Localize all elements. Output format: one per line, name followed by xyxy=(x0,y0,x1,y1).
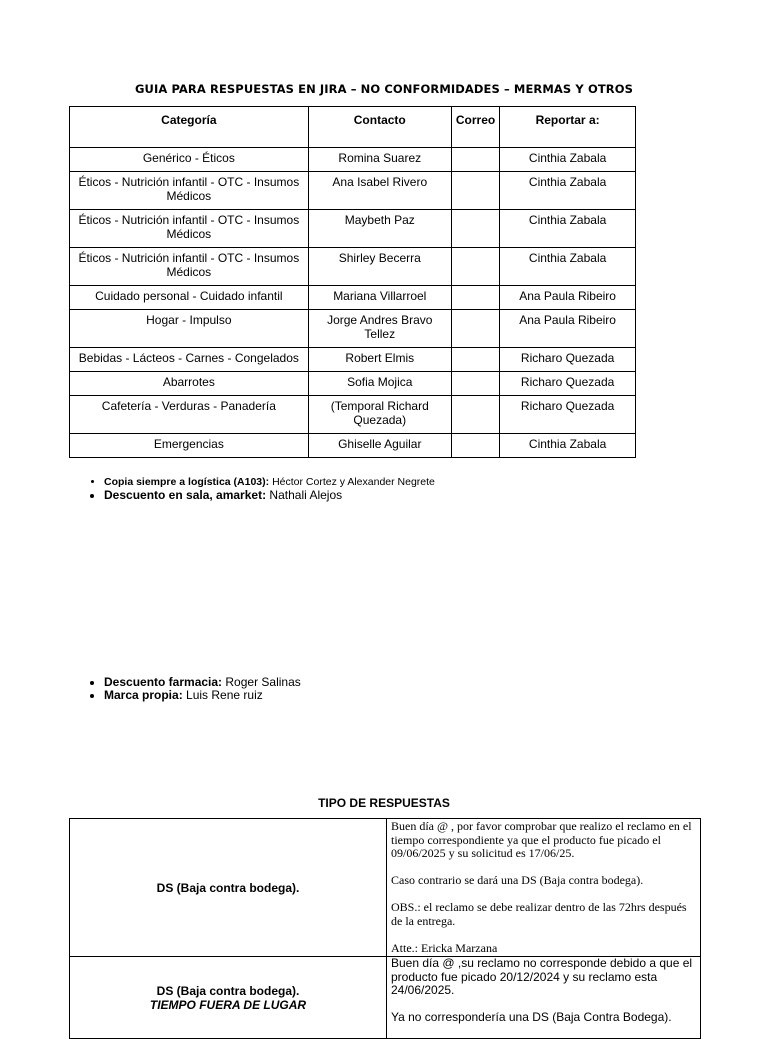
response-type-label xyxy=(70,819,387,957)
cell-contacto: Jorge Andres Bravo Tellez xyxy=(308,310,451,348)
response-template xyxy=(387,819,701,957)
list-item xyxy=(104,689,301,702)
cell-correo xyxy=(451,396,499,434)
note-label: Copia siempre a logística (A103): xyxy=(104,476,270,488)
cell-contacto: (Temporal Richard Quezada) xyxy=(308,396,451,434)
header-contacto: Contacto xyxy=(308,107,451,148)
cell-categoria: Bebidas - Lácteos - Carnes - Congelados xyxy=(70,348,309,372)
cell-reportar: Ana Paula Ribeiro xyxy=(500,310,636,348)
cell-categoria: Cuidado personal - Cuidado infantil xyxy=(70,286,309,310)
cell-reportar: Cinthia Zabala xyxy=(500,172,636,210)
cell-correo xyxy=(451,372,499,396)
header-reportar: Reportar a: xyxy=(500,107,636,148)
response-paragraph: Ya no correspondería una DS (Baja Contra Bodega). xyxy=(391,1010,672,1024)
notes-list-discounts xyxy=(84,676,301,702)
cell-categoria: Emergencias xyxy=(70,434,309,458)
cell-categoria: Éticos - Nutrición infantil - OTC - Insumos Médicos xyxy=(70,210,309,248)
note-label: Marca propia: xyxy=(104,688,183,702)
cell-correo xyxy=(451,286,499,310)
cell-categoria: Cafetería - Verduras - Panadería xyxy=(70,396,309,434)
responses-table xyxy=(69,818,701,1039)
note-value: Héctor Cortez y Alexander Negrete xyxy=(272,476,435,488)
cell-categoria: Éticos - Nutrición infantil - OTC - Insumos Médicos xyxy=(70,172,309,210)
cell-correo xyxy=(451,148,499,172)
response-type-label xyxy=(70,957,387,1039)
cell-reportar: Richaro Quezada xyxy=(500,372,636,396)
response-type-subtitle: TIEMPO FUERA DE LUGAR xyxy=(149,997,307,1012)
cell-categoria: Hogar - Impulso xyxy=(70,310,309,348)
cell-categoria: Genérico - Éticos xyxy=(70,148,309,172)
note-value: Nathali Alejos xyxy=(269,488,343,502)
cell-reportar: Richaro Quezada xyxy=(500,396,636,434)
table-row xyxy=(70,348,636,372)
cell-contacto: Sofia Mojica xyxy=(308,372,451,396)
response-type-title: DS (Baja contra bodega). xyxy=(156,880,300,895)
cell-contacto: Shirley Becerra xyxy=(308,248,451,286)
cell-reportar: Cinthia Zabala xyxy=(500,210,636,248)
cell-contacto: Ghiselle Aguilar xyxy=(308,434,451,458)
cell-correo xyxy=(451,348,499,372)
note-label: Descuento farmacia: xyxy=(104,675,223,689)
cell-reportar: Cinthia Zabala xyxy=(500,148,636,172)
table-row xyxy=(70,248,636,286)
table-row xyxy=(70,148,636,172)
note-value: Roger Salinas xyxy=(225,675,301,689)
response-paragraph: OBS.: el reclamo se debe realizar dentro de las 72hrs después de la entrega. xyxy=(391,900,687,928)
header-categoria: Categoría xyxy=(70,107,309,148)
document-title: GUIA PARA RESPUESTAS EN JIRA – NO CONFORMIDADES – MERMAS Y OTROS xyxy=(135,82,633,96)
response-type-title: DS (Baja contra bodega). xyxy=(156,983,300,998)
cell-reportar: Cinthia Zabala xyxy=(500,248,636,286)
section-title-tipo-respuestas: TIPO DE RESPUESTAS xyxy=(318,796,450,810)
response-paragraph: Buen día @ ,su reclamo no corresponde debido a que el producto fue picado 20/12/2024 y su reclamo esta 24/06/2025. xyxy=(391,956,693,997)
cell-reportar: Cinthia Zabala xyxy=(500,434,636,458)
cell-categoria: Abarrotes xyxy=(70,372,309,396)
table-row xyxy=(70,286,636,310)
response-paragraph: Buen día @ , por favor comprobar que realizo el reclamo en el tiempo correspondiente ya que el producto fue picado el 09/06/2025 y su solicitud es 17/06/25. xyxy=(391,819,692,860)
note-label: Descuento en sala, amarket: xyxy=(104,488,267,502)
table-row xyxy=(70,310,636,348)
table-row xyxy=(70,957,701,1039)
table-row xyxy=(70,819,701,957)
cell-contacto: Maybeth Paz xyxy=(308,210,451,248)
note-value: Luis Rene ruiz xyxy=(186,688,263,702)
response-signature: Atte.: Ericka Marzana xyxy=(391,940,498,955)
cell-contacto: Mariana Villarroel xyxy=(308,286,451,310)
table-row xyxy=(70,372,636,396)
table-row xyxy=(70,396,636,434)
cell-correo xyxy=(451,310,499,348)
list-item xyxy=(104,489,435,502)
table-row xyxy=(70,434,636,458)
cell-contacto: Ana Isabel Rivero xyxy=(308,172,451,210)
cell-correo xyxy=(451,434,499,458)
header-correo: Correo xyxy=(451,107,499,148)
table-row xyxy=(70,172,636,210)
table-row xyxy=(70,210,636,248)
response-paragraph: Caso contrario se dará una DS (Baja contra bodega). xyxy=(391,873,644,887)
cell-correo xyxy=(451,210,499,248)
table-header-row xyxy=(70,107,636,148)
cell-correo xyxy=(451,248,499,286)
cell-correo xyxy=(451,172,499,210)
cell-reportar: Ana Paula Ribeiro xyxy=(500,286,636,310)
cell-reportar: Richaro Quezada xyxy=(500,348,636,372)
contacts-table xyxy=(69,106,636,458)
response-template xyxy=(387,957,701,1039)
notes-list-logistics xyxy=(84,476,435,502)
cell-contacto: Robert Elmis xyxy=(308,348,451,372)
cell-contacto: Romina Suarez xyxy=(308,148,451,172)
cell-categoria: Éticos - Nutrición infantil - OTC - Insumos Médicos xyxy=(70,248,309,286)
